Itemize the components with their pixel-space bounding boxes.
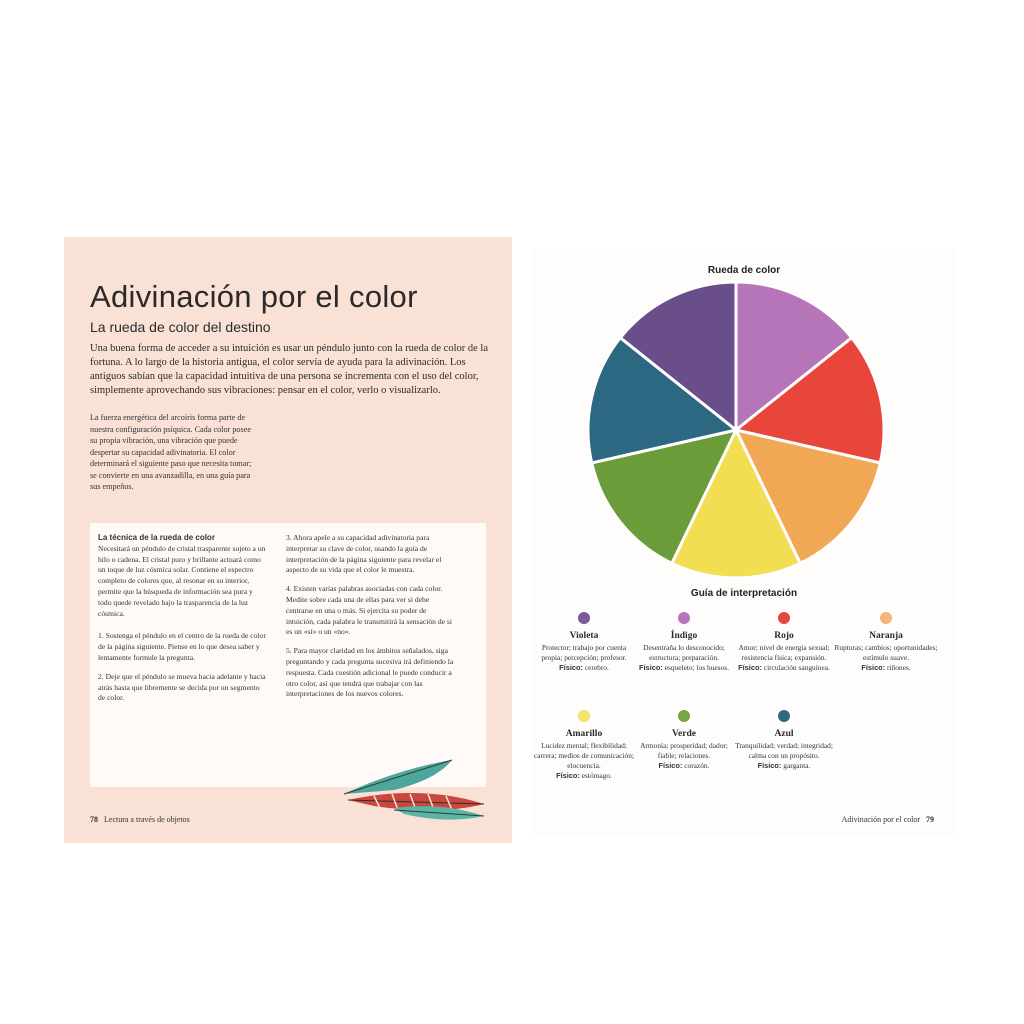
- technique-step-2: 2. Deje que el péndulo se mueva hacia adelante y hacia atrás hasta que libremente se decida por un segmento de color.: [98, 671, 266, 703]
- guide-physical-label: Físico:: [738, 663, 762, 672]
- technique-column-2: [286, 533, 456, 708]
- technique-step-5: 5. Para mayor claridad en los ámbitos señalados, siga preguntando y cada pregunta sucesiva irá definiendo la respuesta. Cada cuestión adicional le puede conducir a otro color, así que tendrá que trabajar con las interpretaciones de los nuevos colores.: [286, 646, 454, 699]
- technique-step-1: 1. Sostenga el péndulo en el centro de la rueda de color de la página siguiente. Piense en lo que desea saber y lentamente formule la pregunta.: [98, 631, 266, 662]
- guide-title: Guía de interpretación: [690, 588, 798, 599]
- guide-physical: [532, 771, 636, 781]
- technique-intro: Necesitará un péndulo de cristal trasparente sujeto a un hilo o cadena. El cristal puro y brillante actuará como un toque de luz cósmica solar. Contiene el espectro completo de colores que, al resonar en su interior, permite que la búsqueda de información sea pura y todo quede revelado bajo la trasparencia de la luz cósmica.: [98, 543, 266, 618]
- guide-item-0: [532, 612, 636, 673]
- guide-physical: [732, 663, 836, 673]
- guide-description: Armonía; prosperidad; dador; fiable; relaciones.: [640, 741, 728, 760]
- page-subtitle: La rueda de color del destino: [90, 319, 271, 335]
- guide-physical-value: garganta.: [783, 761, 811, 770]
- technique-box: [90, 523, 486, 787]
- guide-description: Lucidez mental; flexibilidad; carrera; medios de comunicación; elocuencia.: [534, 741, 634, 770]
- footer-left: [90, 815, 190, 824]
- feather-teal-lower-icon: [394, 806, 484, 820]
- guide-description: Desentraña lo desconocido; estructura; preparación.: [643, 643, 725, 662]
- guide-physical-label: Físico:: [559, 663, 583, 672]
- color-dot-icon: [778, 710, 790, 722]
- page-number-right: 79: [926, 815, 934, 824]
- guide-physical: [732, 761, 836, 771]
- guide-color-name: Naranja: [869, 631, 903, 641]
- guide-description: Tranquilidad; verdad; integridad; calma con un propósito.: [735, 741, 833, 760]
- guide-physical-value: riñones.: [887, 663, 911, 672]
- wheel-title: Rueda de color: [707, 265, 781, 276]
- left-page: [64, 237, 512, 843]
- technique-step-3: 3. Ahora apele a su capacidad adivinatoria para interpretar su clave de color, usando la guía de interpretación de la página siguiente para revelar el aspecto de su vida que el color le muestra.: [286, 533, 442, 575]
- guide-description: Amor; nivel de energía sexual; resistencia física; expansión.: [738, 643, 830, 662]
- feathers-illustration: [334, 752, 490, 822]
- guide-item-4: [532, 710, 636, 781]
- guide-physical-value: esqueleto; los huesos.: [664, 663, 729, 672]
- guide-item-1: [632, 612, 736, 673]
- guide-description: Rupturas; cambios; oportunidades; estímulo suave.: [834, 643, 938, 662]
- technique-heading: La técnica de la rueda de color: [98, 533, 215, 542]
- footer-right: [842, 815, 934, 824]
- footer-right-text: Adivinación por el color: [841, 815, 920, 824]
- footer-left-text: Lectura a través de objetos: [104, 815, 190, 824]
- guide-color-name: Rojo: [774, 631, 794, 641]
- side-paragraph: La fuerza energética del arcoíris forma parte de nuestra configuración psíquica. Cada color posee su propia vibración, una vibración que puede despertar su capacidad adivinatoria. El color determinará el siguiente paso que necesita tomar; se convierte en una avanzadilla, en una guía para sus empeños.: [90, 413, 252, 491]
- guide-item-2: [732, 612, 836, 673]
- guide-color-name: Verde: [672, 729, 696, 739]
- color-dot-icon: [578, 710, 590, 722]
- color-dot-icon: [678, 710, 690, 722]
- guide-color-name: Azul: [774, 729, 794, 739]
- guide-physical-label: Físico:: [757, 761, 782, 770]
- color-dot-icon: [778, 612, 790, 624]
- color-dot-icon: [880, 612, 892, 624]
- feather-teal-icon: [344, 760, 452, 794]
- guide-item-3: [834, 612, 938, 673]
- guide-item-6: [732, 710, 836, 771]
- guide-physical: [834, 663, 938, 673]
- guide-physical-value: corazón.: [684, 761, 710, 770]
- technique-column-1: [98, 533, 268, 712]
- guide-physical: [532, 663, 636, 673]
- color-dot-icon: [678, 612, 690, 624]
- guide-physical: [632, 663, 736, 673]
- guide-physical-value: cerebro.: [584, 663, 609, 672]
- guide-physical-label: Físico:: [556, 771, 580, 780]
- right-page: [532, 248, 956, 836]
- intro-paragraph: Una buena forma de acceder a su intuición es usar un péndulo junto con la rueda de color de la fortuna. A lo largo de la historia antigua, el color servía de ayuda para la adivinación. Los antiguos sabían que la capacidad intuitiva de una persona se incrementa con el uso del color, simplemente aprovechando sus vibraciones: pensar en el color, verlo o visualizarlo.: [90, 343, 488, 396]
- page-number-left: 78: [90, 815, 98, 824]
- guide-physical-value: estómago.: [581, 771, 612, 780]
- color-dot-icon: [578, 612, 590, 624]
- guide-physical-label: Físico:: [658, 761, 683, 770]
- page-title: Adivinación por el color: [90, 279, 418, 314]
- guide-physical-value: circulación sanguínea.: [763, 663, 830, 672]
- guide-description: Protector; trabajo por cuenta propia; percepción; profesor.: [541, 643, 627, 662]
- guide-physical-label: Físico:: [639, 663, 663, 672]
- guide-color-name: Amarillo: [565, 729, 603, 739]
- guide-physical-label: Físico:: [861, 663, 886, 672]
- guide-item-5: [632, 710, 736, 771]
- guide-color-name: Índigo: [670, 631, 698, 641]
- guide-physical: [632, 761, 736, 771]
- color-wheel: [586, 280, 886, 580]
- guide-color-name: Violeta: [569, 631, 599, 641]
- technique-step-4: 4. Existen varias palabras asociadas con cada color. Medite sobre cada una de ellas para ver si debe centrarse en una o más. Si ejercita su poder de intuición, cada palabra le transmitirá la sensación de si es un «sí» o un «no».: [286, 584, 452, 637]
